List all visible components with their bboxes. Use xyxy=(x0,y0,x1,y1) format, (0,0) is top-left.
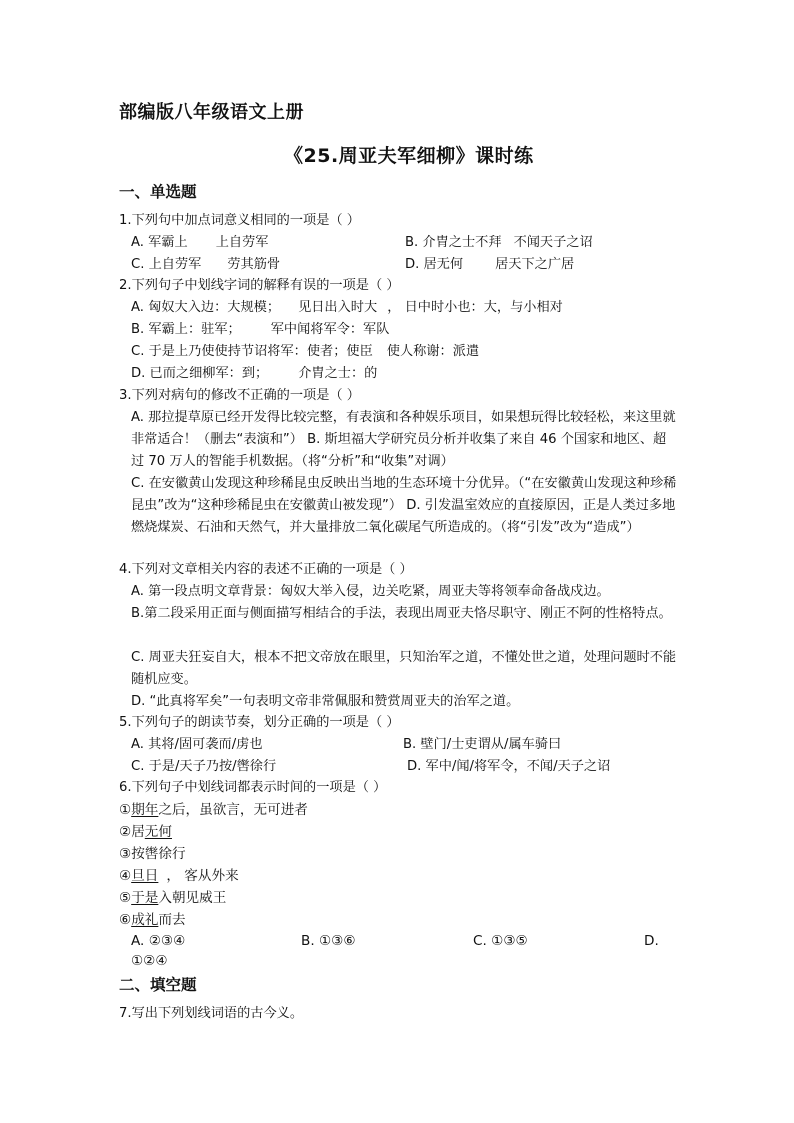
q2-option-d[interactable] xyxy=(131,363,377,385)
q6-item-2-number: ② xyxy=(119,824,132,840)
q5-option-d[interactable]: D. 军中/闻/将军令，不闻/天子之诏 xyxy=(407,759,611,774)
question-1-stem: 1.下列句中加点词意义相同的一项是（ ） xyxy=(119,213,360,228)
q6-item-6 xyxy=(119,909,186,931)
q6-item-4 xyxy=(119,865,239,887)
section-heading-fill-blank: 二、填空题 xyxy=(119,976,197,994)
q1-option-b-part2: 不闻天子之诏 xyxy=(513,235,593,250)
q6-item-4-underlined: 旦日 xyxy=(131,868,159,884)
q5-option-b[interactable]: B. 壁门/士吏谓从/属车骑曰 xyxy=(403,737,562,752)
q2-option-b-part2: 军中闻将军令：军队 xyxy=(270,322,390,337)
q6-item-5-underlined: 于是 xyxy=(131,890,159,906)
q4-option-d[interactable]: D. “此真将军矣”一句表明文帝非常佩服和赞赏周亚夫的治军之道。 xyxy=(131,694,520,709)
q2-option-d-part2: 介胄之士：的 xyxy=(298,366,378,381)
q6-item-2-underlined: 无何 xyxy=(144,824,172,840)
q6-option-a[interactable]: A. ②③④ xyxy=(131,933,186,949)
q1-option-c-part2: 劳其筋骨 xyxy=(227,257,281,272)
lesson-title: 《25.周亚夫军细柳》课时练 xyxy=(284,145,534,167)
q3-options-cd[interactable]: C. 在安徽黄山发现这种珍稀昆虫反映出当地的生态环境十分优异。（“在安徽黄山发现这种珍稀昆虫”改为“这种珍稀昆虫在安徽黄山被发现”） D. 引发温室效应的直接原因，正是人类过多地燃烧煤炭、石油和天然气，并大量排放二氧化碳尾气所造成的。（将“引发”改为“造成”） xyxy=(131,476,677,535)
q6-item-3-text: 按辔徐行 xyxy=(131,846,186,862)
q6-option-d-value[interactable]: ①②④ xyxy=(131,953,168,969)
q2-option-a-part1: A. 匈奴大入边：大规模； xyxy=(131,300,281,315)
q6-item-4-text: ， 客从外来 xyxy=(166,868,239,884)
q6-option-c[interactable]: C. ①③⑤ xyxy=(473,933,528,949)
q2-option-c-part1: C. 于是上乃使使持节诏将军：使者；使臣 xyxy=(131,344,373,359)
q6-item-2 xyxy=(119,821,172,843)
q6-option-b[interactable]: B. ①③⑥ xyxy=(301,933,356,949)
q1-option-a-part1: A. 军霸上 xyxy=(131,235,188,250)
q2-option-a-part3: ， 日中时小也：大，与小相对 xyxy=(387,300,563,315)
q6-item-4-number: ④ xyxy=(119,868,132,884)
q2-option-a-part2: 见日出入时大 xyxy=(298,300,378,315)
question-3-stem: 3.下列对病句的修改不正确的一项是（ ） xyxy=(119,388,360,403)
q6-item-6-text: 而去 xyxy=(158,912,186,928)
q6-item-3-number: ③ xyxy=(119,846,132,862)
q4-option-a[interactable]: A. 第一段点明文章背景：匈奴大举入侵，边关吃紧，周亚夫等将领奉命备战戍边。 xyxy=(131,584,610,599)
q2-option-b-part1: B. 军霸上：驻军； xyxy=(131,322,241,337)
q5-option-a[interactable]: A. 其将/固可袭而/虏也 xyxy=(131,737,263,752)
q6-item-5-text: 入朝见威王 xyxy=(158,890,227,906)
q6-item-1-underlined: 期年 xyxy=(131,802,159,818)
q2-option-c[interactable] xyxy=(131,341,479,363)
q6-item-2-text: 居 xyxy=(131,824,145,840)
question-6-stem: 6.下列句子中划线词都表示时间的一项是（ ） xyxy=(119,780,387,795)
question-7-stem: 7.写出下列划线词语的古今义。 xyxy=(119,1006,304,1021)
q1-option-c[interactable] xyxy=(131,254,280,276)
q1-option-d[interactable] xyxy=(405,254,574,276)
q2-option-d-part1: D. 已而之细柳军：到； xyxy=(131,366,269,381)
q4-option-b[interactable]: B.第二段采用正面与侧面描写相结合的手法，表现出周亚夫恪尽职守、刚正不阿的性格特点。 xyxy=(131,606,672,621)
q6-option-d[interactable]: D. xyxy=(644,933,659,949)
q5-option-c[interactable]: C. 于是/天子乃按/辔徐行 xyxy=(131,759,277,774)
q1-option-c-part1: C. 上自劳军 xyxy=(131,257,202,272)
question-4-stem: 4.下列对文章相关内容的表述不正确的一项是（ ） xyxy=(119,562,413,577)
q6-item-3 xyxy=(119,843,186,865)
q6-item-5 xyxy=(119,887,226,909)
q6-item-1-text: 之后，虽欲言，无可进者 xyxy=(158,802,308,818)
section-heading-single-choice: 一、单选题 xyxy=(119,183,197,201)
question-2-stem: 2.下列句子中划线字词的解释有误的一项是（ ） xyxy=(119,278,400,293)
q2-option-a[interactable] xyxy=(131,297,563,319)
q6-item-5-number: ⑤ xyxy=(119,890,132,906)
q1-option-d-part1: D. 居无何 xyxy=(405,257,464,272)
q6-item-6-underlined: 成礼 xyxy=(131,912,159,928)
q1-option-a-part2: 上自劳军 xyxy=(215,235,269,250)
q6-item-1-number: ① xyxy=(119,802,132,818)
q1-option-d-part2: 居天下之广居 xyxy=(495,257,575,272)
q6-item-1 xyxy=(119,799,308,821)
q2-option-c-part2: 使人称谢：派遣 xyxy=(386,344,480,359)
q1-option-b-part1: B. 介胄之士不拜 xyxy=(405,235,502,250)
q2-option-b[interactable] xyxy=(131,319,389,341)
q6-item-6-number: ⑥ xyxy=(119,912,132,928)
q4-option-c[interactable]: C. 周亚夫狂妄自大，根本不把文帝放在眼里，只知治军之道，不懂处世之道，处理问题时不能随机应变。 xyxy=(131,650,677,687)
question-5-stem: 5.下列句子的朗读节奏，划分正确的一项是（ ） xyxy=(119,715,400,730)
document-title: 部编版八年级语文上册 xyxy=(119,102,304,123)
q1-option-b[interactable] xyxy=(405,232,593,254)
q3-options-ab[interactable]: A. 那拉提草原已经开发得比较完整，有表演和各种娱乐项目，如果想玩得比较轻松，来这里就非常适合！（删去“表演和”） B. 斯坦福大学研究员分析并收集了来自 46 个国家和地区、超过 70 万人的智能手机数据。（将“分析”和“收集”对调） xyxy=(131,410,676,469)
q1-option-a[interactable] xyxy=(131,232,269,254)
